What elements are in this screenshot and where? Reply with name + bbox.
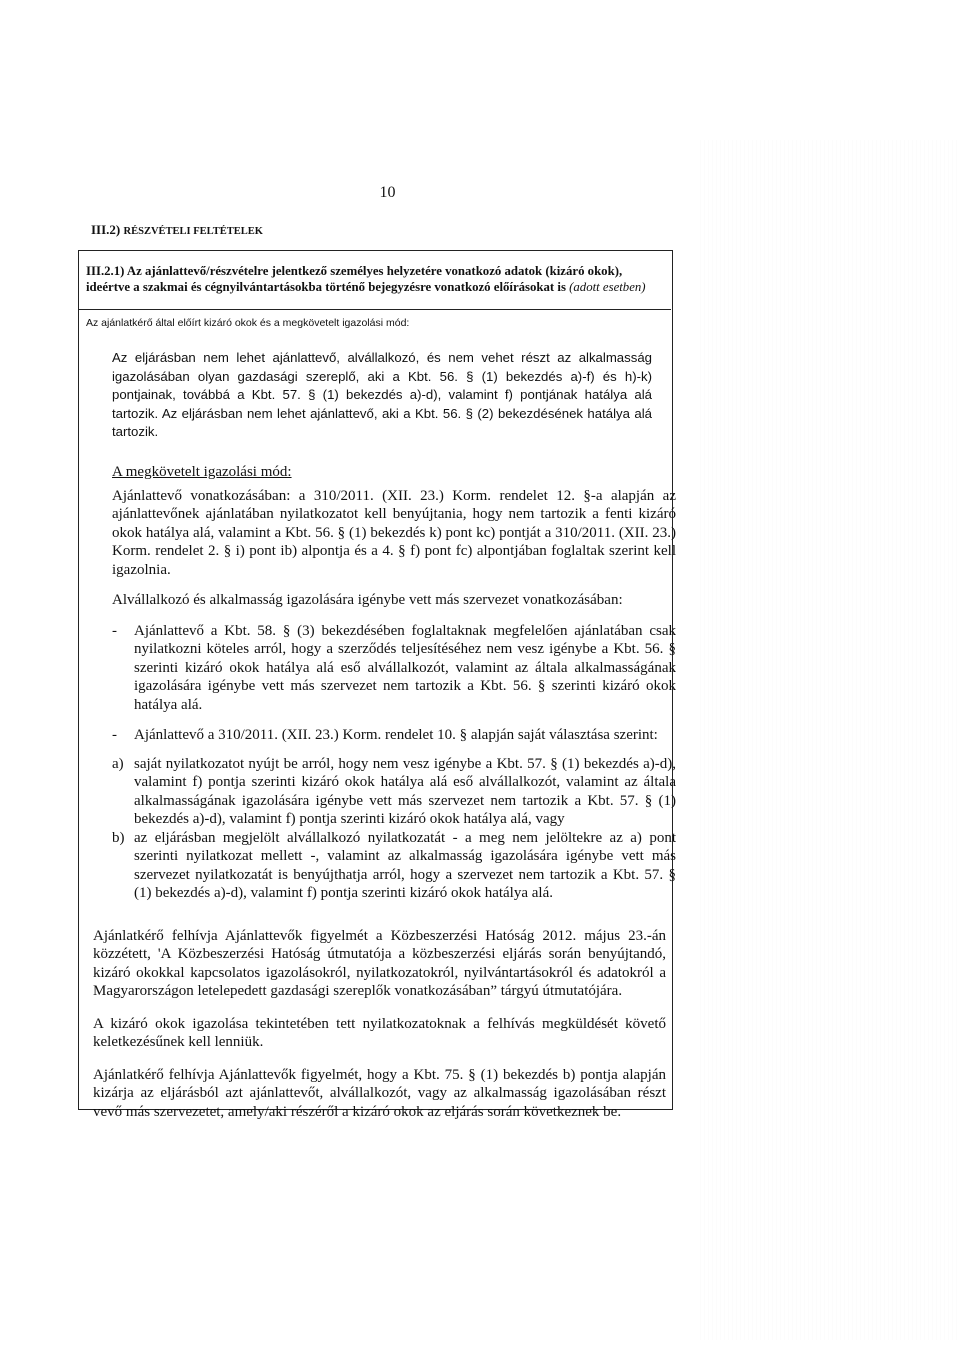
option-text: az eljárásban megjelölt alvállalkozó nyilatkozatát - a meg nem jelöltekre az a) pont szerinti nyilatkozat mellett -, valamint az alkalmasság igazolására igénybe vett más szervezet nyilatkozatát is benyújthatja arról, hogy a szervezet nem tartozik a Kbt. 57. § (1) bekezdés a)-d), valamint f) pontja szerinti kizáró okok hatálya alá. xyxy=(134,829,676,901)
list-item xyxy=(112,622,676,715)
method-title: A megkövetelt igazolási mód: xyxy=(112,463,292,480)
list-marker: - xyxy=(112,727,117,743)
option-marker: a) xyxy=(112,755,124,772)
section-heading xyxy=(91,222,263,238)
list-item-text: Ajánlattevő a Kbt. 58. § (3) bekezdésében foglaltaknak megfelelően ajánlatában csak nyilatkozni köteles arról, hogy a szerződés teljesítéséhez nem vesz igénybe a Kbt. 56. § szerinti kizáró okok hatálya alá eső alvállalkozót, valamint az általa alkalmasságának igazolására igénybe vett más szervezet nem tartozik a Kbt. 56. § szerinti kizáró okok hatálya alá. xyxy=(134,622,676,713)
section-box xyxy=(78,250,676,1120)
section-heading-number: III.2) xyxy=(91,222,124,237)
option-item-a xyxy=(112,755,676,829)
list-item-text: Ajánlattevő a 310/2011. (XII. 23.) Korm. rendelet 10. § alapján saját választása szerint: xyxy=(134,727,658,743)
list-marker: - xyxy=(112,622,117,639)
option-item-b xyxy=(112,829,676,903)
kbt75-paragraph: Ajánlatkérő felhívja Ajánlattevők figyelmét, hogy a Kbt. 75. § (1) bekezdés b) pontja alapján kizárja az eljárásból azt ajánlattevőt, alvállalkozót, vagy az alkalmasság igazolásában részt vevő más szervezetet, amely/aki részéről a kizáró okok az eljárás során következnek be. xyxy=(93,1066,666,1120)
guidance-paragraph: Ajánlatkérő felhívja Ajánlattevők figyelmét a Közbeszerzési Hatóság 2012. május 23.-án közzétett, 'A Közbeszerzési Hatóság útmutatója a közbeszerzési eljárás során benyújtandó, kizáró okokkal kapcsolatos igazolásokról, nyilatkozatokról, nyilvántartásokról és adatokról a Magyarországon letelepedett gazdasági szereplők vonatkozásában” tárgyú útmutatójára. xyxy=(93,927,666,999)
option-marker: b) xyxy=(112,829,125,846)
subsection-header-italic: (adott esetben) xyxy=(565,280,646,294)
subcontractor-heading: Alvállalkozó és alkalmasság igazolására igénybe vett más szervezet vonatkozásában: xyxy=(112,592,623,608)
subsection-header xyxy=(86,263,666,295)
section-heading-title: RÉSZVÉTELI FELTÉTELEK xyxy=(123,226,263,237)
box-content xyxy=(86,317,676,1135)
date-paragraph: A kizáró okok igazolása tekintetében tett nyilatkozatoknak a felhívás megküldését követő keletkezésűnek kell lenniük. xyxy=(93,1015,666,1050)
option-text: saját nyilatkozatot nyújt be arról, hogy nem vesz igénybe a Kbt. 57. § (1) bekezdés a)-d), valamint f) pontja szerinti kizáró okok hatálya alá eső alvállalkozót, valamint az általa alkalmasságának igazolására igénybe vett más szervezet nem tartozik a Kbt. 57. § (1) bekezdés a)-d), valamint f) pontja szerinti kizáró okok hatálya alá, vagy xyxy=(134,755,676,827)
subsection-header-bold: III.2.1) Az ajánlattevő/részvételre jelentkező személyes helyzetére vonatkozó adatok (kizáró okok), ideértve a szakmai és cégnyilvántartásokba történő bejegyzésre vonatkozó előírásokat is xyxy=(86,264,623,294)
list-item xyxy=(112,726,676,745)
scan-background-noise xyxy=(700,140,960,1340)
bidder-paragraph: Ajánlattevő vonatkozásában: a 310/2011. (XII. 23.) Korm. rendelet 12. §-a alapján az ajánlattevőnek ajánlatában nyilatkozatot kell benyújtania, hogy nem tartozik a fenti kizáró okok hatálya alá, valamint a Kbt. 56. § (1) bekezdés k) pont kc) pontját a 310/2011. (XII. 23.) Korm. rendelet 2. § i) pont ib) alpontja és a 4. § f) pont fc) alpontjában foglaltak szerint kell igazolnia. xyxy=(112,487,676,578)
header-divider xyxy=(79,309,671,310)
page-number: 10 xyxy=(379,184,396,201)
exclusion-paragraph: Az eljárásban nem lehet ajánlattevő, alvállalkozó, és nem vehet részt az alkalmasság igazolásában olyan gazdasági szereplő, aki a Kbt. 56. § (1) bekezdés a)-f) és h)-k) pontjainak, továbbá a Kbt. 57. § (1) bekezdés a)-d), valamint f) pontjának hatálya alá tartozik. Az eljárásban nem lehet ajánlattevő, aki a Kbt. 56. § (2) bekezdésének hatálya alá tartozik. xyxy=(112,350,652,439)
requirement-label: Az ajánlatkérő által előírt kizáró okok és a megkövetelt igazolási mód: xyxy=(86,317,410,329)
